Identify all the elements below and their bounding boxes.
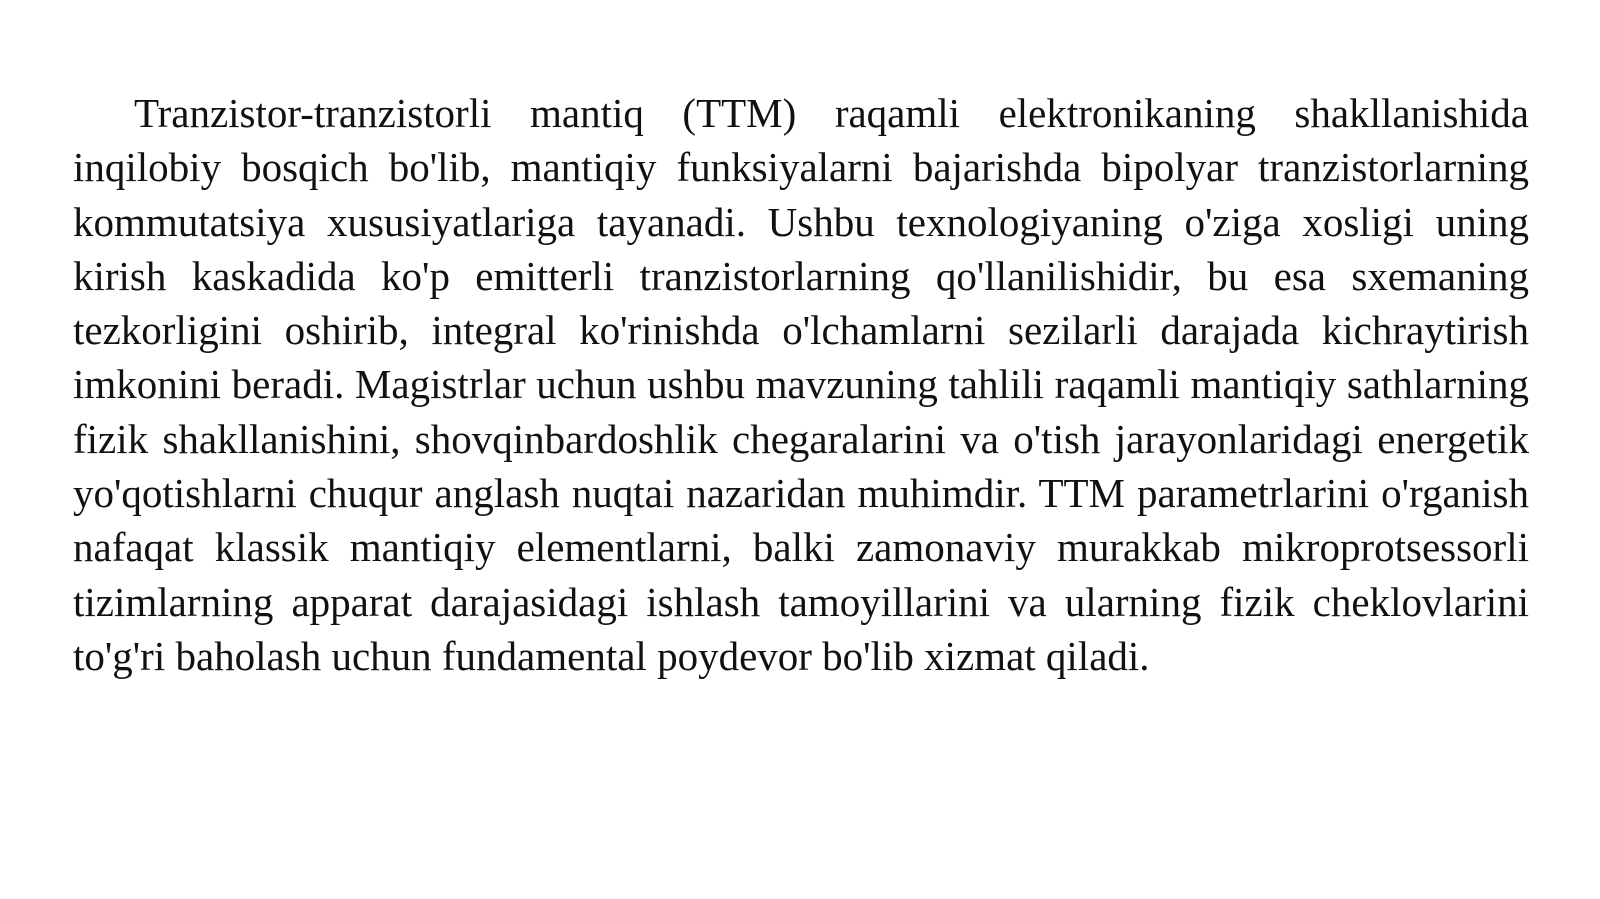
body-paragraph: Tranzistor-tranzistorli mantiq (TTM) raqamli elektronikaning shakllanishida inqilobiy bosqich bo'lib, mantiqiy funksiyalarni bajarishda bipolyar tranzistorlarning kommutatsiya xususiyatlariga tayanadi. Ushbu texnologiyaning o'ziga xosligi uning kirish kaskadida ko'p emitterli tranzistorlarning qo'llanilishidir, bu esa sxemaning tezkorligini oshirib, integral ko'rinishda o'lchamlarni sezilarli darajada kichraytirish imkonini beradi. Magistrlar uchun ushbu mavzuning tahlili raqamli mantiqiy sathlarning fizik shakllanishini, shovqinbardoshlik chegaralarini va o'tish jarayonlaridagi energetik yo'qotishlarni chuqur anglash nuqtai nazaridan muhimdir. TTM parametrlarini o'rganish nafaqat klassik mantiqiy elementlarni, balki zamonaviy murakkab mikroprotsessorli tizimlarning apparat darajasidagi ishlash tamoyillarini va ularning fizik cheklovlarini to'g'ri baholash uchun fundamental poydevor bo'lib xizmat qiladi.	[73, 90, 1529, 679]
